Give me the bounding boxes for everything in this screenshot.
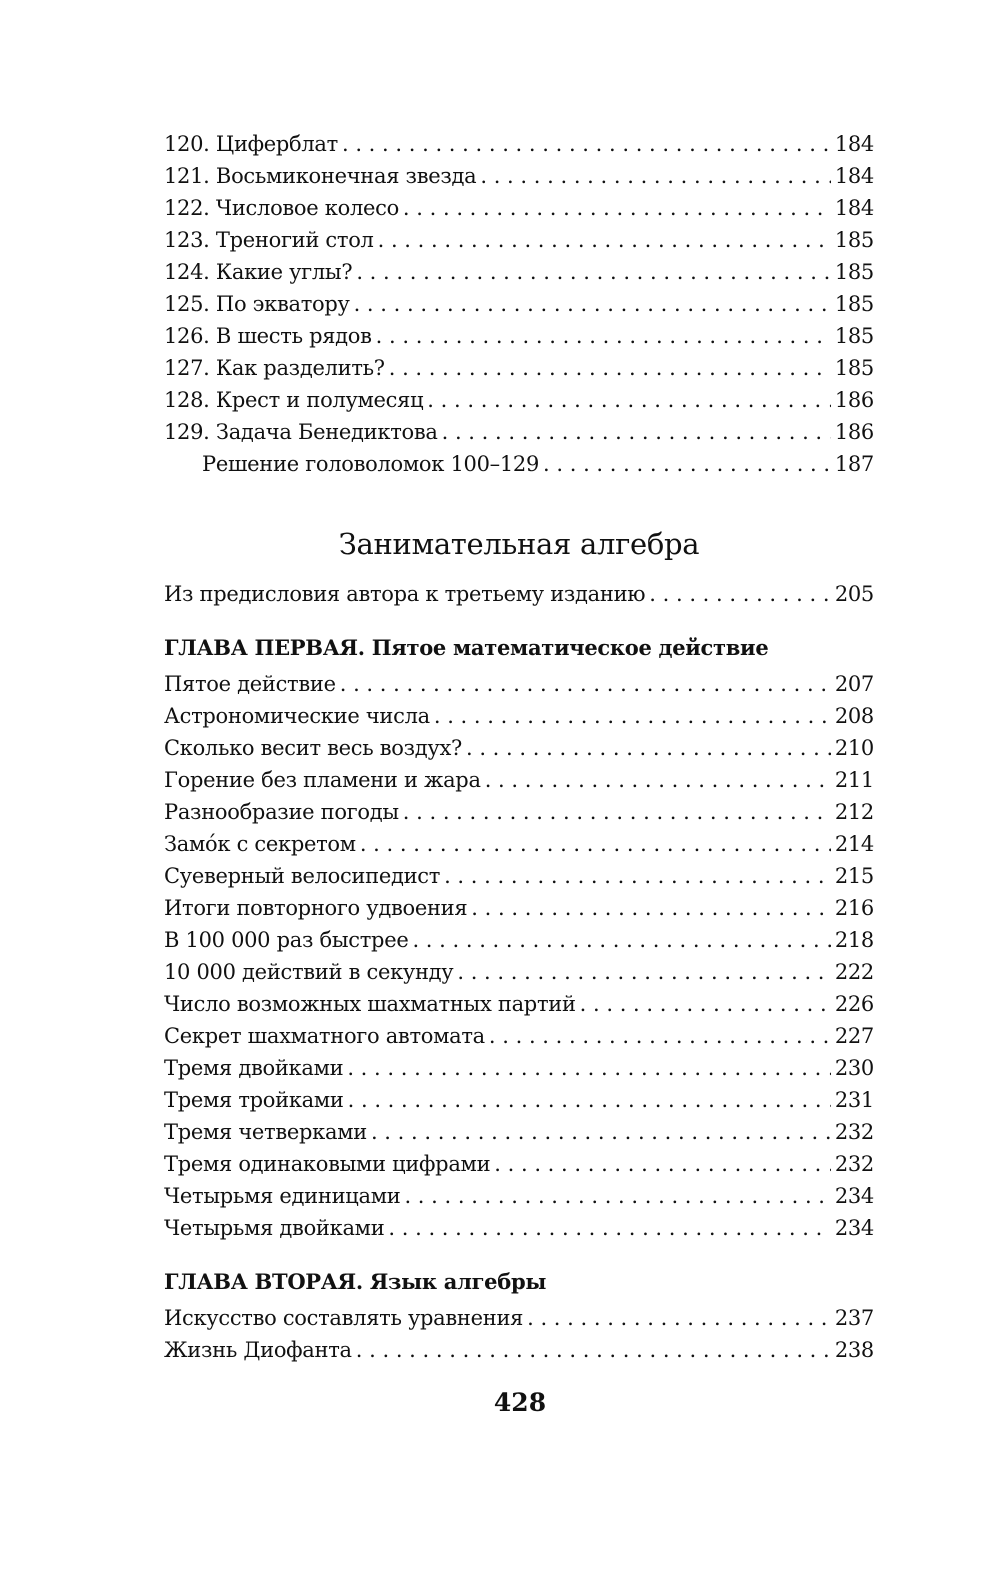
toc-entry: 126. В шесть рядов . . . 185: [164, 320, 874, 352]
dot-leader: [356, 1334, 831, 1366]
table-of-contents: [164, 128, 874, 1366]
toc-entry: 123. Треногий стол . . . 185: [164, 224, 874, 256]
section-title: Занимательная алгебра: [338, 527, 700, 561]
toc-entry: Тремя четверками . . . 232: [164, 1116, 874, 1148]
chapter-1-list: [164, 668, 874, 1244]
toc-entry: 128. Крест и полумесяц . . . 186: [164, 384, 874, 416]
dot-leader: [348, 1084, 831, 1116]
toc-entry: В 100 000 раз быстрее . . . 218: [164, 924, 874, 956]
dot-leader: [543, 448, 831, 480]
toc-entry: Замо́к с секретом . . . 214: [164, 828, 874, 860]
chapter-heading: ГЛАВА ПЕРВАЯ. Пятое математическое действие: [164, 635, 769, 660]
toc-entry: 122. Числовое колесо . . . 184: [164, 192, 874, 224]
dot-leader: [457, 956, 830, 988]
dot-leader: [347, 1052, 831, 1084]
dot-leader: [466, 732, 831, 764]
toc-entry: Астрономические числа . . . 208: [164, 700, 874, 732]
dot-leader: [340, 668, 831, 700]
dot-leader: [494, 1148, 831, 1180]
toc-entry: Число возможных шахматных партий . . . 226: [164, 988, 874, 1020]
dot-leader: [403, 796, 831, 828]
toc-entry: Пятое действие . . . 207: [164, 668, 874, 700]
dot-leader: [480, 160, 830, 192]
toc-entry: 121. Восьмиконечная звезда . . . 184: [164, 160, 874, 192]
dot-leader: [342, 128, 831, 160]
toc-entry: 129. Задача Бенедиктова . . . 186: [164, 416, 874, 448]
dot-leader: [649, 578, 831, 610]
dot-leader: [376, 320, 831, 352]
puzzle-list: [164, 128, 874, 480]
toc-entry: 124. Какие углы? . . . 185: [164, 256, 874, 288]
dot-leader: [354, 288, 831, 320]
toc-entry: Горение без пламени и жара . . . 211: [164, 764, 874, 796]
dot-leader: [485, 764, 831, 796]
toc-entry: Суеверный велосипедист . . . 215: [164, 860, 874, 892]
chapter-heading: ГЛАВА ВТОРАЯ. Язык алгебры: [164, 1269, 547, 1294]
dot-leader: [388, 1212, 830, 1244]
toc-entry: Тремя одинаковыми цифрами . . . 232: [164, 1148, 874, 1180]
dot-leader: [527, 1302, 831, 1334]
dot-leader: [378, 224, 831, 256]
dot-leader: [471, 892, 831, 924]
toc-entry: 125. По экватору . . . 185: [164, 288, 874, 320]
dot-leader: [404, 1180, 830, 1212]
dot-leader: [434, 700, 831, 732]
toc-entry-solutions: Решение головоломок 100–129 . . . 187: [164, 448, 874, 480]
toc-entry: 10 000 действий в секунду . . . 222: [164, 956, 874, 988]
toc-entry: Тремя тройками . . . 231: [164, 1084, 874, 1116]
dot-leader: [403, 192, 831, 224]
dot-leader: [580, 988, 831, 1020]
dot-leader: [442, 416, 831, 448]
chapter-2-list: [164, 1302, 874, 1366]
toc-entry: Тремя двойками . . . 230: [164, 1052, 874, 1084]
dot-leader: [427, 384, 831, 416]
toc-entry: Искусство составлять уравнения . . . 237: [164, 1302, 874, 1334]
dot-leader: [412, 924, 830, 956]
dot-leader: [389, 352, 831, 384]
toc-entry: Четырьмя двойками . . . 234: [164, 1212, 874, 1244]
dot-leader: [371, 1116, 831, 1148]
toc-entry: 120. Циферблат . . . 184: [164, 128, 874, 160]
toc-entry: Секрет шахматного автомата . . . 227: [164, 1020, 874, 1052]
dot-leader: [360, 828, 831, 860]
toc-entry-preface: Из предисловия автора к третьему изданию . . . 205: [164, 578, 874, 610]
dot-leader: [489, 1020, 831, 1052]
toc-entry: Четырьмя единицами . . . 234: [164, 1180, 874, 1212]
toc-entry: 127. Как разделить? . . . 185: [164, 352, 874, 384]
dot-leader: [356, 256, 831, 288]
dot-leader: [444, 860, 831, 892]
toc-entry: Итоги повторного удвоения . . . 216: [164, 892, 874, 924]
toc-entry: Разнообразие погоды . . . 212: [164, 796, 874, 828]
toc-entry: Сколько весит весь воздух? . . . 210: [164, 732, 874, 764]
page-number: 428: [493, 1388, 547, 1417]
toc-entry: Жизнь Диофанта . . . 238: [164, 1334, 874, 1366]
